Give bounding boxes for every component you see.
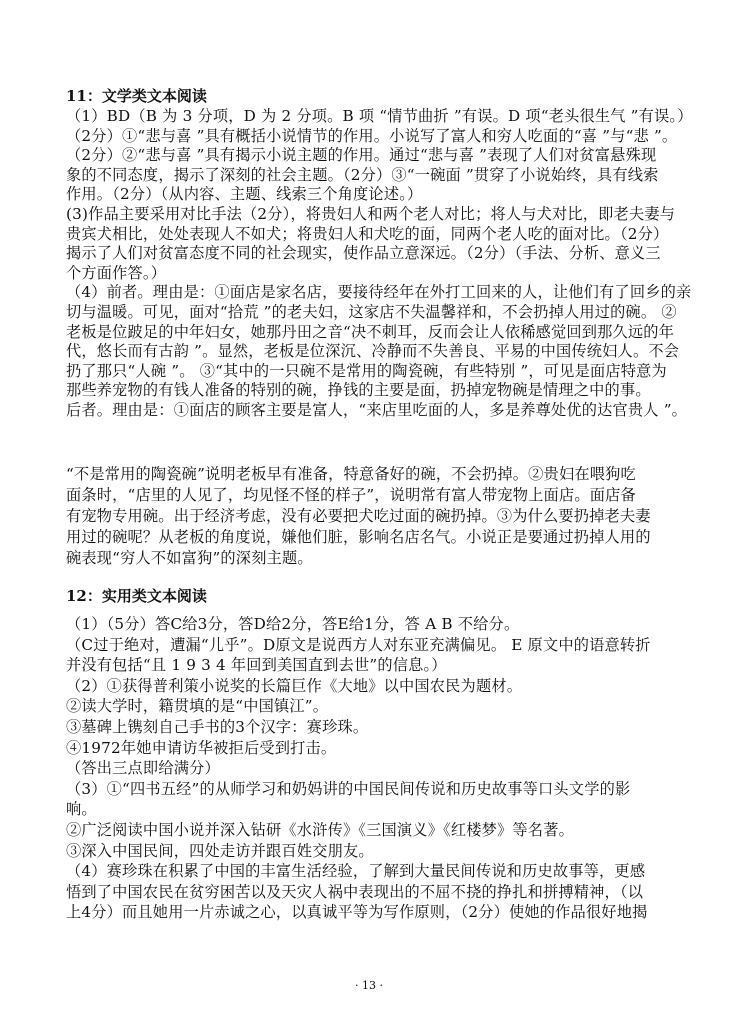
text-line: ③墓碑上镌刻自己手书的3个汉字：赛珍珠。 <box>66 717 369 736</box>
text-line: 有宠物专用碗。出于经济考虑，没有必要把犬吃过面的碗扔掉。③为什么要扔掉老夫妻 <box>66 507 651 525</box>
text-line: 上4分）而且她用一片赤诚之心，以真诚平等为写作原则，（2分）使她的作品很好地揭 <box>66 903 648 922</box>
text-line: ④1972年她申请访华被拒后受到打击。 <box>66 738 337 757</box>
text-line: 悟到了中国农民在贫穷困苦以及天灾人祸中表现出的不屈不挠的挣扎和拼搏精神，（以 <box>66 882 644 901</box>
text-line: (3)作品主要采用对比手法（2分），将贵妇人和两个老人对比；将人与犬对比，即老夫妻与 <box>66 204 676 223</box>
text-line: （3）①“四书五经”的从师学习和奶妈讲的中国民间传说和历史故事等口头文学的影 <box>66 779 631 798</box>
text-line: 揭示了人们对贫富态度不同的社会现实，使作品立意深远。（2分）（手法、分析、意义三 <box>66 244 661 263</box>
text-line: （2分）②“悲与喜 ”具有揭示小说主题的作用。通过“悲与喜 ”表现了人们对贫富悬殊现 <box>66 146 657 165</box>
text-line: 响。 <box>66 800 97 819</box>
text-line: ②读大学时，籍贯填的是“中国镇江”。 <box>66 697 329 716</box>
text-line: （2分）①“悲与喜 ”具有概括小说情节的作用。小说写了富人和穷人吃面的“喜 ”与“悲 ”。 <box>66 126 678 145</box>
section-12-body <box>66 614 716 923</box>
page-number: · 13 · <box>355 979 383 992</box>
text-line: ③深入中国民间，四处走访并跟百姓交朋友。 <box>66 841 374 860</box>
text-line: 用过的碗呢？从老板的角度说，嫌他们脏，影响名店名气。小说正是要通过扔掉人用的 <box>66 528 651 546</box>
text-line: （C过于绝对，遭漏“儿乎”。D原文是说西方人对东亚充满偏见。 E 原文中的语意转折 <box>66 635 651 654</box>
text-line: （2）①获得普利策小说奖的长篇巨作《大地》以中国农民为题材。 <box>66 676 523 695</box>
text-line: （1）BD（B 为 3 分项，D 为 2 分项。B 项 “情节曲折 ”有误。D 项“老头很生气 ”有误。） <box>66 107 693 125</box>
text-line: 面条时，“店里的人见了，均见怪不怪的样子”，说明常有富人带宠物上面店。面店备 <box>66 486 636 504</box>
section-11-continuation <box>66 464 716 569</box>
text-line: （答出三点即给满分） <box>66 759 220 778</box>
text-line: 个方面作答。） <box>66 263 167 282</box>
section-11-body <box>66 107 716 421</box>
text-line: 贵宾犬相比，处处表现人不如犬；将贵妇人和犬吃的面，同两个老人吃的面对比。（2分） <box>66 224 669 243</box>
text-line: “不是常用的陶瓷碗”说明老板早有准备，特意备好的碗，不会扔掉。②贵妇在喂狗吃 <box>66 465 636 483</box>
section-12 <box>66 586 716 923</box>
section-11 <box>66 86 716 421</box>
text-line: 那些养宠物的有钱人准备的特别的碗，挣钱的主要是面，扔掉宠物碗是情理之中的事。 <box>66 381 651 400</box>
text-line: （4）前者。理由是：①面店是家名店，要接待经年在外打工回来的人，让他们有了回乡的亲 <box>66 283 692 302</box>
text-line: （4）赛珍珠在积累了中国的丰富生活经验，了解到大量民间传说和历史故事等，更感 <box>66 862 646 881</box>
text-line: （1）（5分）答C给3分，答D给2分，答E给1分，答 A B 不给分。 <box>66 615 520 633</box>
text-line: 碗表现“穷人不如富狗”的深刻主题。 <box>66 549 313 567</box>
text-line: 老板是位跛足的中年妇女，她那丹田之音“决不刺耳，反而会让人依稀感觉回到那久远的年 <box>66 322 675 341</box>
text-line: 并没有包括“且 1 9 3 4 年回到美国直到去世”的信息。） <box>66 656 447 675</box>
text-line: 切与温暖。可见，面对“拾荒 ”的老夫妇，这家店不失温馨祥和，不会扔掉人用过的碗。 ② <box>66 302 677 321</box>
text-line: 代，悠长而有古韵 ”。显然，老板是位深沉、冷静而不失善良、平易的中国传统妇人。不会 <box>66 342 680 361</box>
text-line: 后者。理由是：①面店的顾客主要是富人，“来店里吃面的人，多是养尊处优的达官贵人 ”。 <box>66 400 688 419</box>
text-line: 作用。（2分）（从内容、主题、线索三个角度论述。） <box>66 185 423 204</box>
text-line: 扔了那只“人碗 ”。 ③“其中的一只碗不是常用的陶瓷碗，有些特别 ”，可见是面店特意为 <box>66 361 667 380</box>
text-line: ②广泛阅读中国小说并深入钻研《水浒传》《三国演义》《红楼梦》等名著。 <box>66 820 574 839</box>
section-12-title: 12：实用类文本阅读 <box>66 587 207 605</box>
section-11-title: 11：文学类文本阅读 <box>66 87 207 105</box>
text-line: 象的不同态度，揭示了深刻的社会主题。（2分）③“一碗面 ”贯穿了小说始终，具有线索 <box>66 165 659 184</box>
